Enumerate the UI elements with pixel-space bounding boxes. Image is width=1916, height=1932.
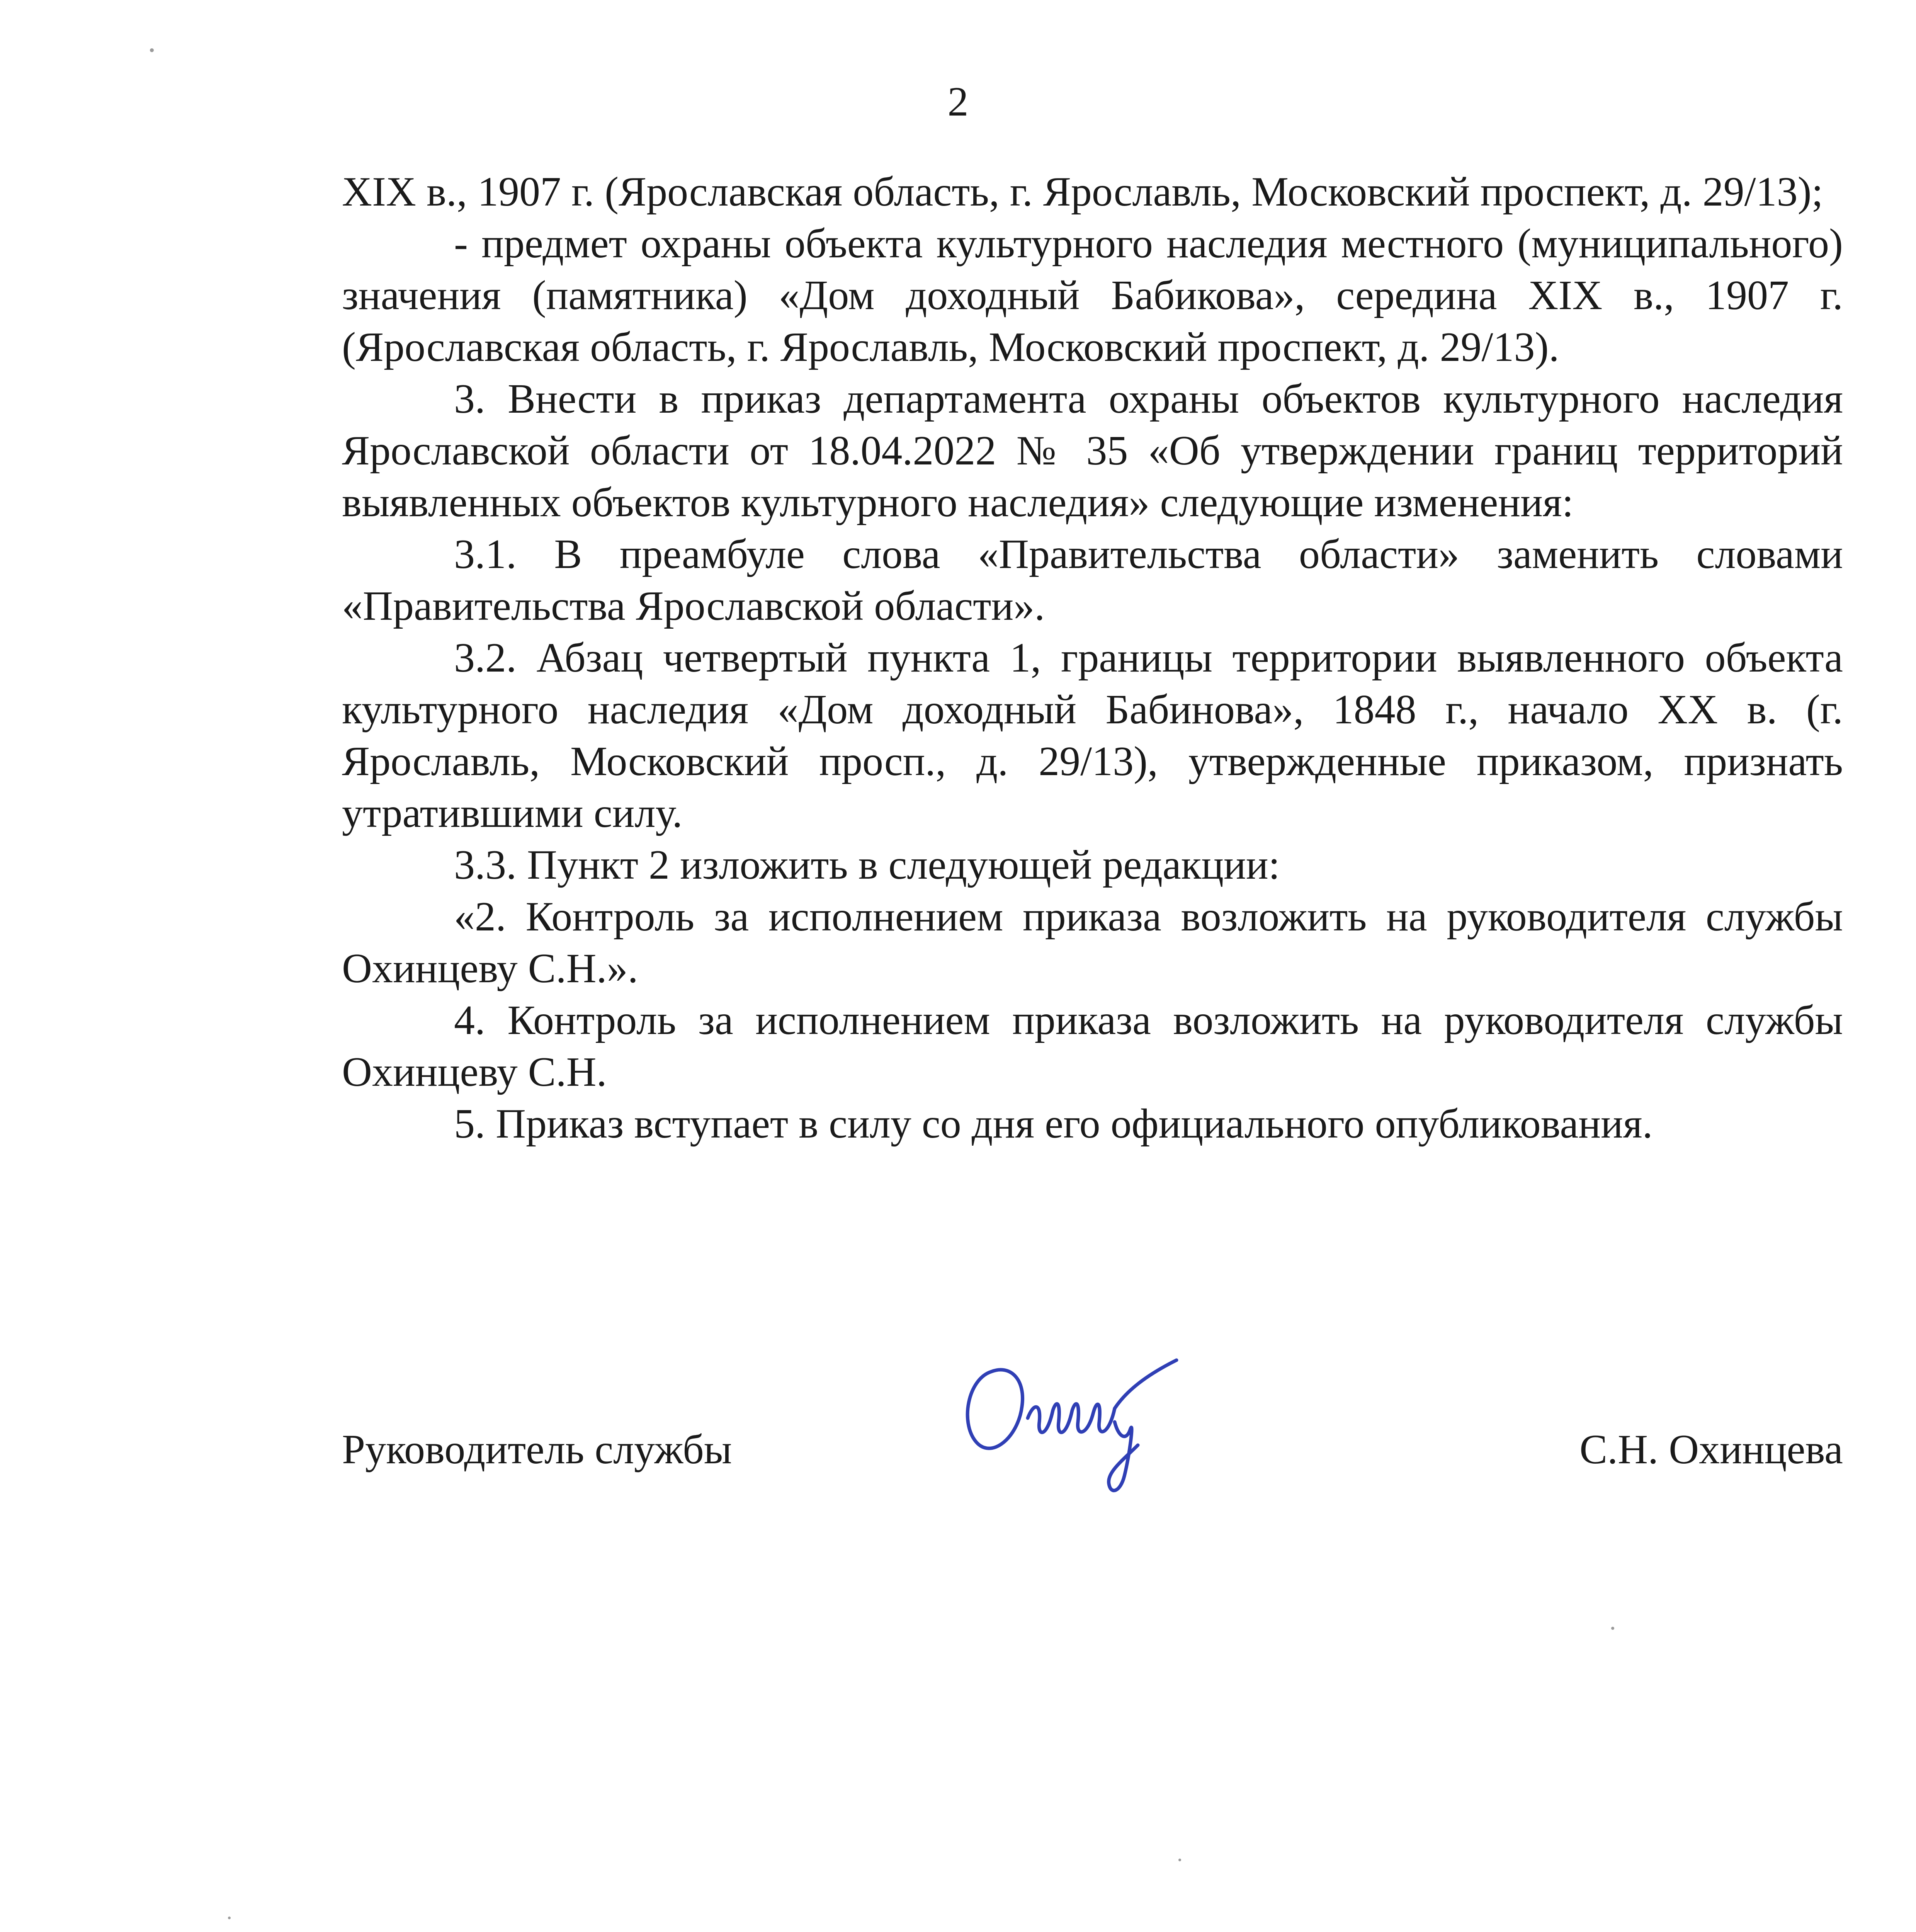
signatory-role: Руководитель службы bbox=[342, 1427, 732, 1473]
paragraph-item-5: 5. Приказ вступает в силу со дня его официального опубликования. bbox=[454, 1101, 1653, 1147]
paragraph-item-3-2: 3.2. Абзац четвертый пункта 1, границы территории выявленного объекта культурного наследия «Дом доходный Бабинова», 1848 г., начало XX в. (г. Ярославль, Московский просп., д. 29/13), утвержденные приказом, признать утратившими силу. bbox=[342, 635, 1843, 836]
handwritten-signature bbox=[945, 1345, 1192, 1507]
paragraph-item-3: 3. Внести в приказ департамента охраны объектов культурного наследия Ярославской области от 18.04.2022 № 35 «Об утверждении границ территорий выявленных объектов культурного наследия» следующие изменения: bbox=[342, 376, 1843, 526]
paragraph-item-4: 4. Контроль за исполнением приказа возложить на руководителя службы Охинцеву С.Н. bbox=[342, 997, 1843, 1095]
paragraph-item-3-1: 3.1. В преамбуле слова «Правительства области» заменить словами «Правительства Ярославской области». bbox=[342, 531, 1843, 629]
signature-block bbox=[342, 1345, 1843, 1507]
scan-speck bbox=[1178, 1859, 1181, 1861]
paragraph-protection-subject: - предмет охраны объекта культурного наследия местного (муниципального) значения (памятника) «Дом доходный Бабикова», середина XIX в., 1907 г. (Ярославская область, г. Ярославль, Московский проспект, д. 29/13). bbox=[342, 221, 1843, 370]
document-body bbox=[342, 166, 1843, 1150]
scan-speck bbox=[228, 1917, 231, 1919]
paragraph-address-continuation: XIX в., 1907 г. (Ярославская область, г. Ярославль, Московский проспект, д. 29/13); bbox=[342, 169, 1823, 215]
page-number: 2 bbox=[947, 79, 969, 125]
paragraph-item-3-3: 3.3. Пункт 2 изложить в следующей редакции: bbox=[454, 842, 1280, 888]
scan-speck bbox=[1611, 1627, 1614, 1630]
signatory-name: С.Н. Охинцева bbox=[1579, 1427, 1843, 1473]
paragraph-item-3-3-quote: «2. Контроль за исполнением приказа возложить на руководителя службы Охинцеву С.Н.». bbox=[342, 894, 1843, 992]
scan-speck bbox=[150, 48, 154, 52]
